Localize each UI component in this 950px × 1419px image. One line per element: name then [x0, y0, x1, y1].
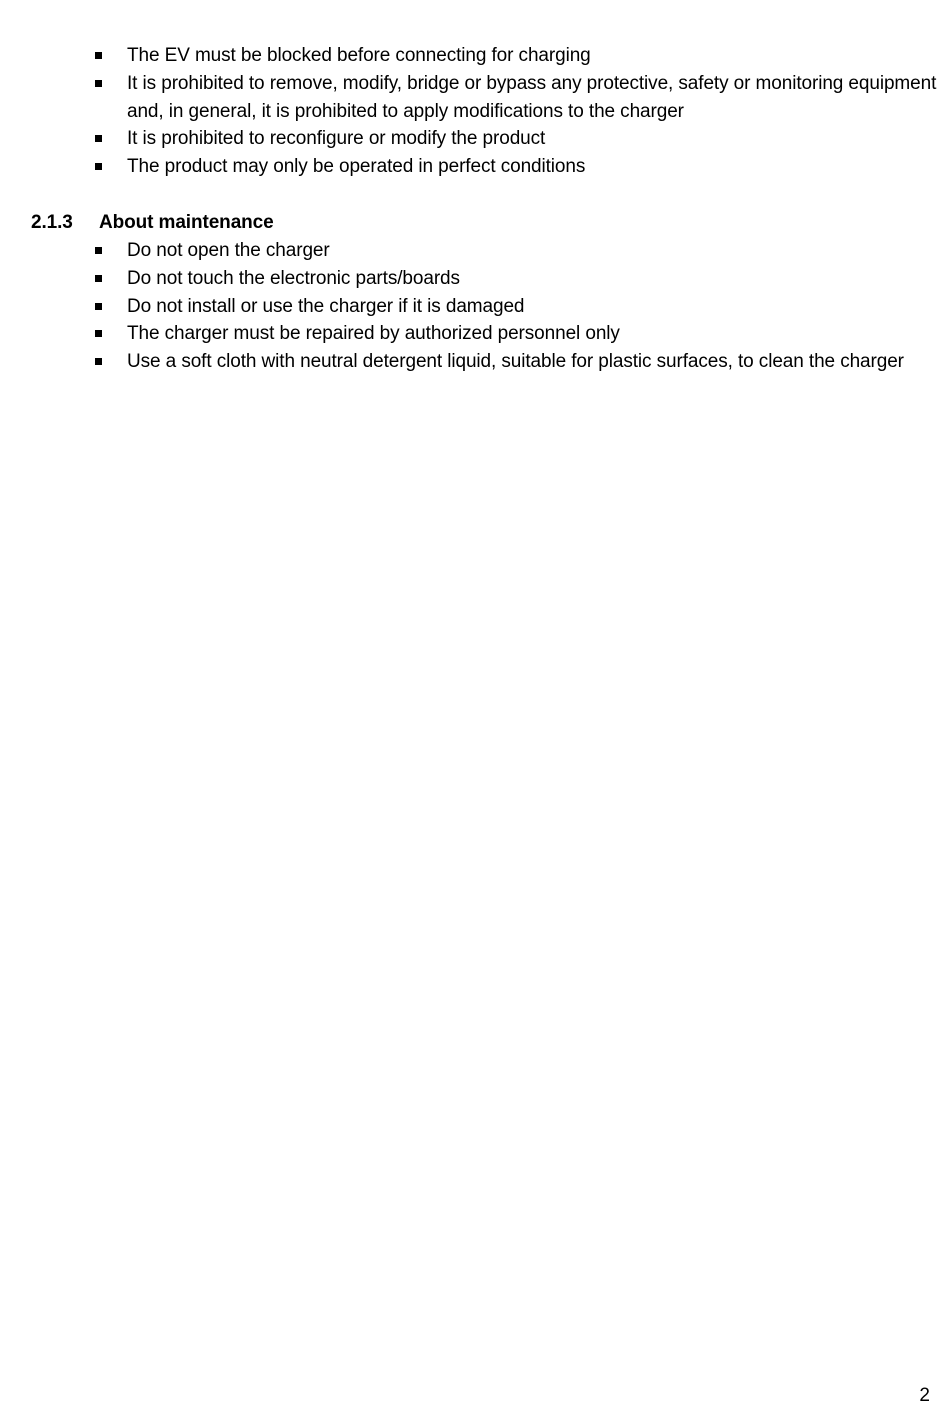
list-item	[93, 237, 938, 265]
list-item-text: Use a soft cloth with neutral detergent liquid, suitable for plastic surfaces, to clean the charger	[127, 351, 904, 373]
list-item	[93, 320, 938, 348]
list-item-text: The charger must be repaired by authorized personnel only	[127, 323, 620, 345]
list-item-text: The EV must be blocked before connecting for charging	[127, 45, 591, 66]
section-number: 2.1.3	[31, 212, 73, 233]
list-item	[93, 293, 938, 321]
square-bullet-icon	[95, 247, 102, 254]
list-item	[93, 265, 938, 293]
list-item-text: Do not touch the electronic parts/boards	[127, 267, 460, 289]
square-bullet-icon	[95, 135, 102, 142]
list-item-text: It is prohibited to remove, modify, bridge or bypass any protective, safety or monitoring equipment and, in general, it is prohibited to apply modifications to the charger	[127, 72, 937, 122]
square-bullet-icon	[95, 163, 102, 170]
list-item-text: The product may only be operated in perfect conditions	[127, 156, 586, 178]
section-heading	[31, 209, 274, 237]
list-item	[93, 42, 938, 70]
list-item	[93, 153, 938, 181]
maintenance-bullet-list	[93, 237, 938, 376]
square-bullet-icon	[95, 80, 102, 87]
list-item	[93, 348, 938, 376]
list-item-text: Do not install or use the charger if it is damaged	[127, 295, 525, 317]
list-item	[93, 125, 938, 153]
square-bullet-icon	[95, 275, 102, 282]
list-item	[93, 70, 938, 126]
list-item-text: It is prohibited to reconfigure or modify the product	[127, 128, 546, 150]
safety-bullet-list	[93, 42, 938, 181]
square-bullet-icon	[95, 358, 102, 365]
square-bullet-icon	[95, 330, 102, 337]
section-title: About maintenance	[99, 212, 274, 233]
list-item-text: Do not open the charger	[127, 240, 330, 261]
page-number: 2	[919, 1385, 930, 1406]
square-bullet-icon	[95, 52, 102, 59]
square-bullet-icon	[95, 303, 102, 310]
